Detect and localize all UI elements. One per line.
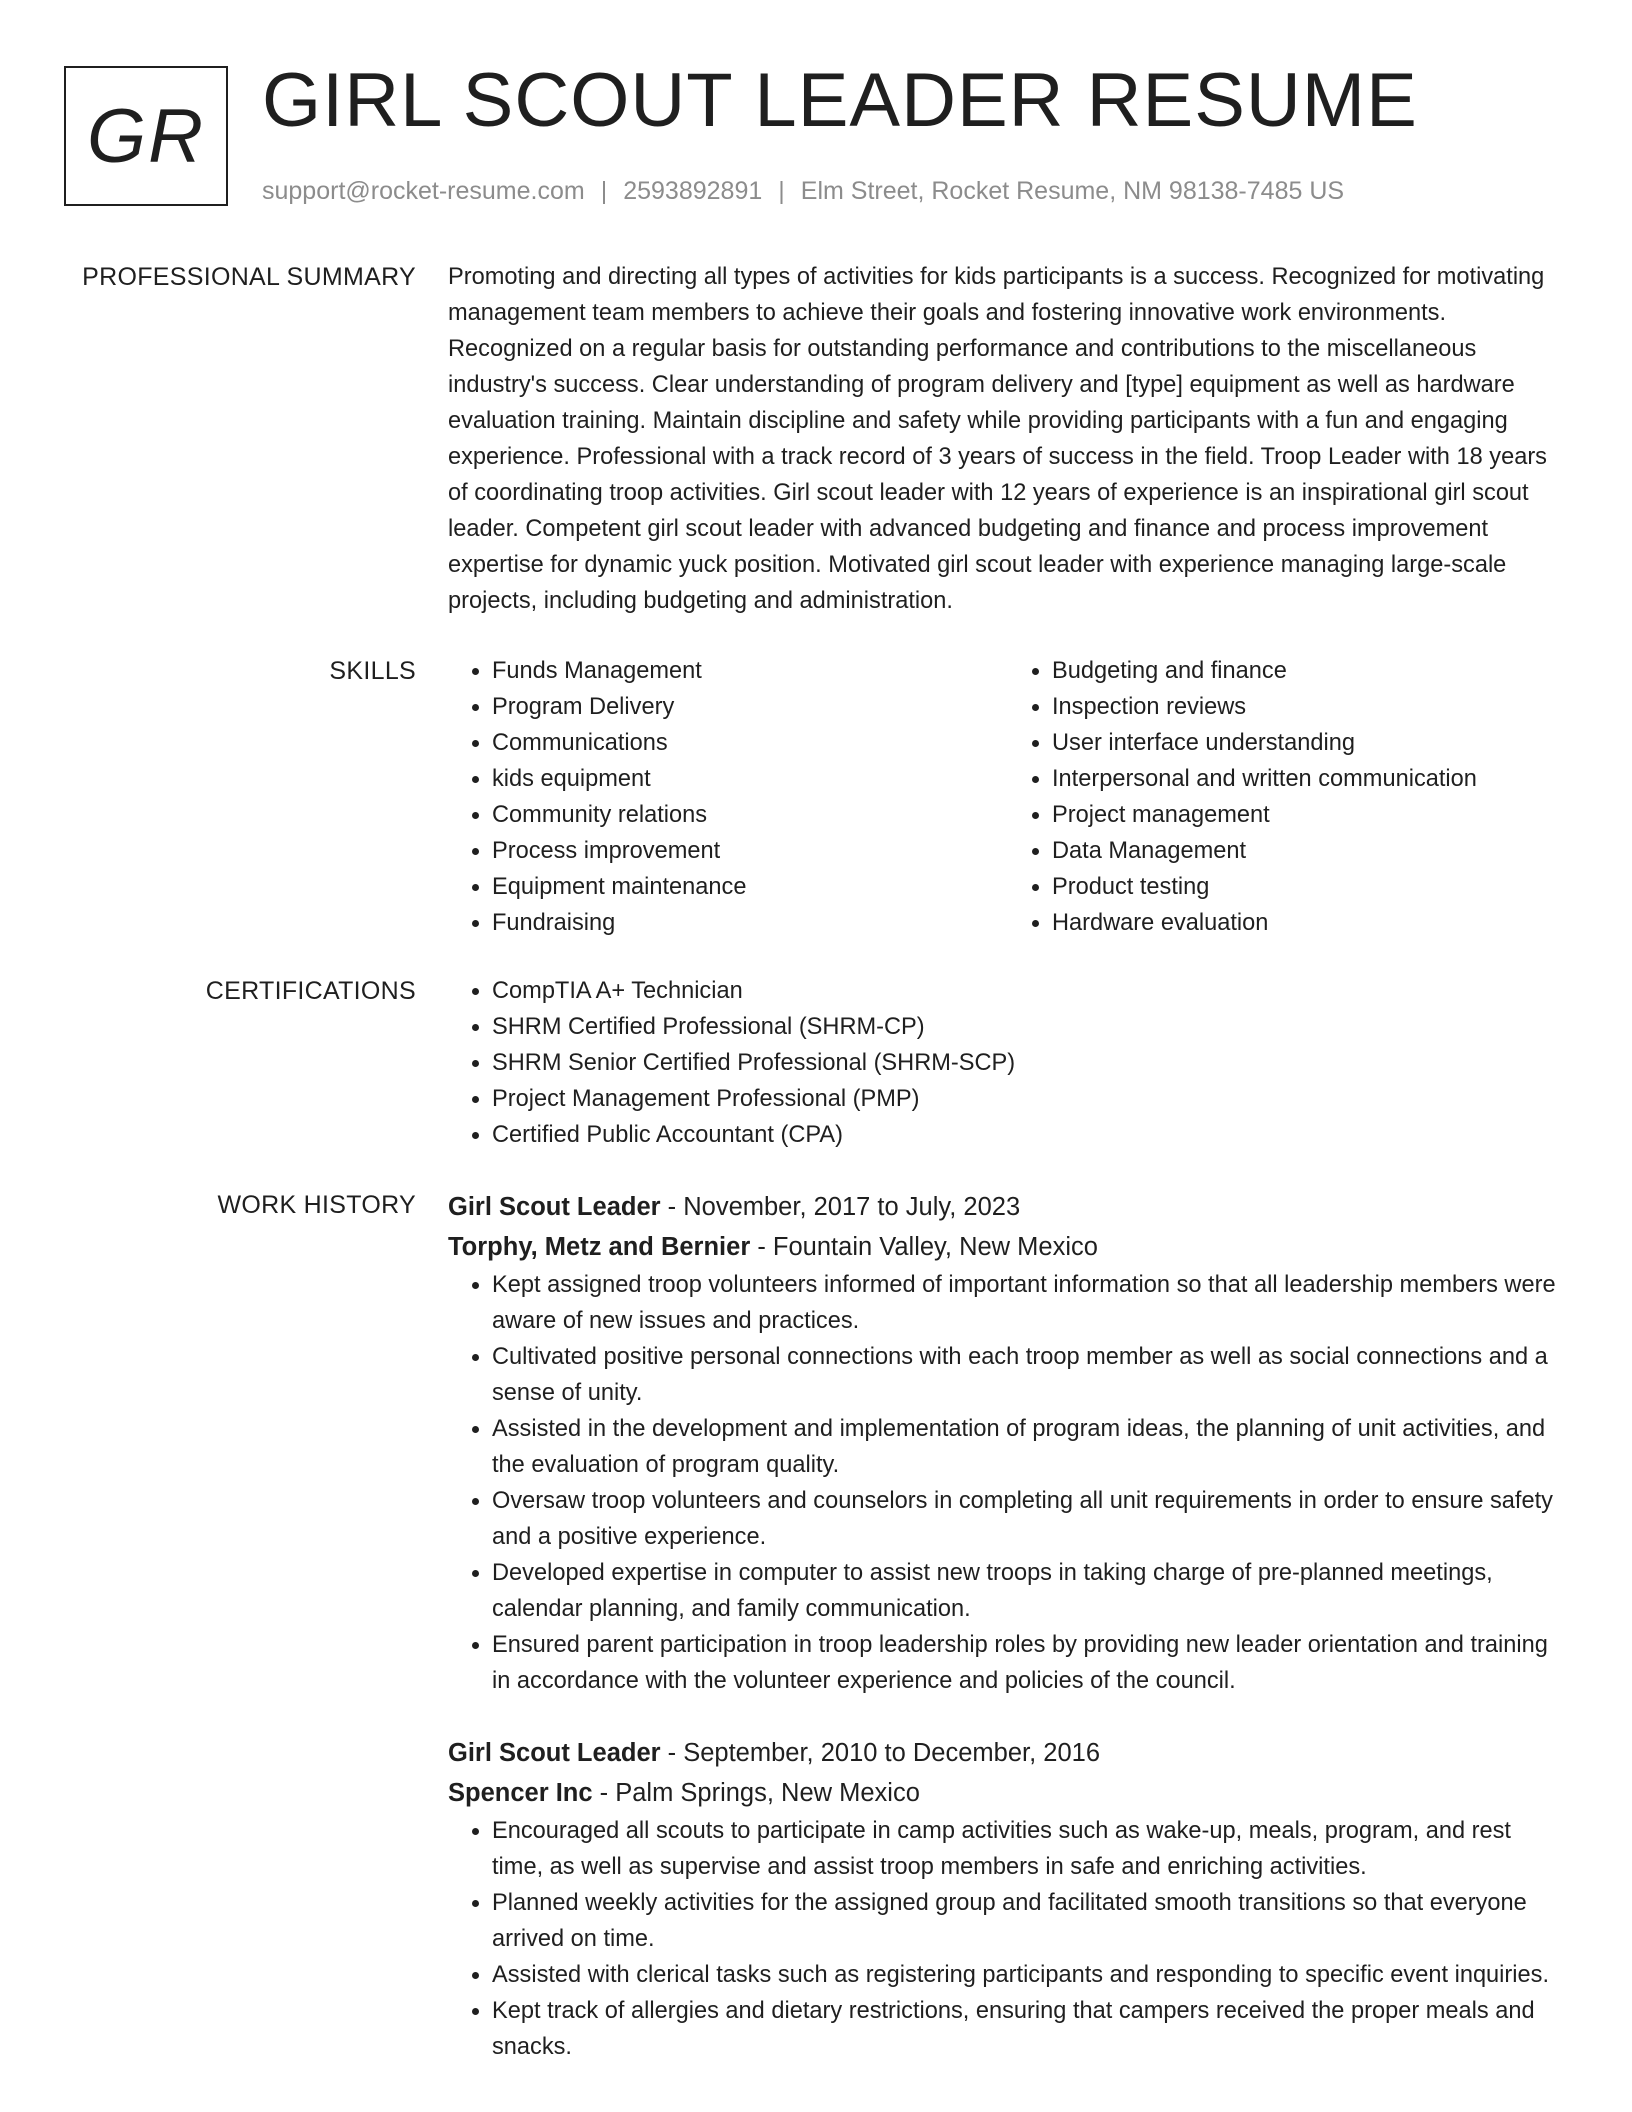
contact-address: Elm Street, Rocket Resume, NM 98138-7485 US: [800, 177, 1345, 205]
skill-item: • Communications: [492, 725, 1008, 761]
section-heading-work-history: WORK HISTORY: [217, 1191, 416, 1219]
contact-separator: |: [600, 177, 608, 205]
job-dates: - September, 2010 to December, 2016: [660, 1739, 1101, 1767]
summary-body: [448, 259, 1568, 619]
certifications-list: [448, 973, 1568, 1153]
skill-item: • Data Management: [1052, 833, 1568, 869]
job-location: - Fountain Valley, New Mexico: [750, 1233, 1098, 1261]
section-heading-summary: PROFESSIONAL SUMMARY: [82, 263, 416, 291]
resume-title: GIRL SCOUT LEADER RESUME: [262, 58, 1418, 143]
section-heading-skills: SKILLS: [329, 657, 416, 685]
certification-item: • SHRM Certified Professional (SHRM-CP): [492, 1009, 1568, 1045]
job-bullet: • Cultivated positive personal connections with each troop member as well as social connections and a sense of unity.: [492, 1339, 1568, 1411]
skill-item: • Inspection reviews: [1052, 689, 1568, 725]
job-company: Torphy, Metz and Bernier: [448, 1233, 751, 1261]
contact-separator: |: [778, 177, 785, 205]
skills-list-left: [448, 653, 1008, 941]
job-company: Spencer Inc: [448, 1779, 593, 1807]
skill-item: • Process improvement: [492, 833, 1008, 869]
monogram-initials: GR: [87, 93, 205, 179]
skills-body: [448, 653, 1568, 941]
skill-item: • Fundraising: [492, 905, 1008, 941]
skill-item: • Hardware evaluation: [1052, 905, 1568, 941]
job-bullet: • Assisted in the development and implementation of program ideas, the planning of unit activities, and the evaluation of program quality.: [492, 1411, 1568, 1483]
skill-item: • kids equipment: [492, 761, 1008, 797]
certification-item: • SHRM Senior Certified Professional (SHRM-SCP): [492, 1045, 1568, 1081]
job-bullet: • Kept track of allergies and dietary restrictions, ensuring that campers received the proper meals and snacks.: [492, 1993, 1568, 2065]
job-entry: [448, 1187, 1568, 1699]
certification-item: • CompTIA A+ Technician: [492, 973, 1568, 1009]
job-bullets: [448, 1813, 1568, 2065]
job-bullet: • Planned weekly activities for the assigned group and facilitated smooth transitions so that everyone arrived on time.: [492, 1885, 1568, 1957]
skill-item: • Budgeting and finance: [1052, 653, 1568, 689]
job-title-line: [448, 1187, 1568, 1227]
contact-line: [262, 174, 1344, 208]
skill-item: • Interpersonal and written communication: [1052, 761, 1568, 797]
section-heading-certifications: CERTIFICATIONS: [205, 977, 416, 1005]
contact-email[interactable]: support@rocket-resume.com: [262, 177, 585, 205]
skill-item: • Equipment maintenance: [492, 869, 1008, 905]
job-bullet: • Assisted with clerical tasks such as registering participants and responding to specific event inquiries.: [492, 1957, 1568, 1993]
skill-item: • Program Delivery: [492, 689, 1008, 725]
job-bullet: • Ensured parent participation in troop leadership roles by providing new leader orientation and training in accordance with the volunteer experience and policies of the council.: [492, 1627, 1568, 1699]
summary-text: Promoting and directing all types of activities for kids participants is a success. Recognized for motivating management team members to achieve their goals and fostering innovative work environments. Recognized on a regular basis for outstanding performance and contributions to the miscellaneous industry's success. Clear understanding of program delivery and [type] equipment as well as hardware evaluation training. Maintain discipline and safety while providing participants with a fun and engaging experience. Professional with a track record of 3 years of success in the field. Troop Leader with 18 years of coordinating troop activities. Girl scout leader with 12 years of experience is an inspirational girl scout leader. Competent girl scout leader with advanced budgeting and finance and process improvement expertise for dynamic yuck position. Motivated girl scout leader with experience managing large-scale projects, including budgeting and administration.: [448, 264, 1547, 614]
job-bullet: • Encouraged all scouts to participate in camp activities such as wake-up, meals, program, and rest time, as well as supervise and assist troop members in safe and enriching activities.: [492, 1813, 1568, 1885]
monogram-logo: [64, 66, 228, 206]
skills-list-right: [1008, 653, 1568, 941]
job-bullets: [448, 1267, 1568, 1699]
job-bullet: • Oversaw troop volunteers and counselors in completing all unit requirements in order to ensure safety and a positive experience.: [492, 1483, 1568, 1555]
job-company-line: [448, 1773, 1568, 1813]
skill-item: • Product testing: [1052, 869, 1568, 905]
job-title-line: [448, 1733, 1568, 1773]
skill-item: • User interface understanding: [1052, 725, 1568, 761]
skill-item: • Community relations: [492, 797, 1008, 833]
skill-item: • Funds Management: [492, 653, 1008, 689]
job-location: - Palm Springs, New Mexico: [592, 1779, 920, 1807]
certification-item: • Certified Public Accountant (CPA): [492, 1117, 1568, 1153]
contact-phone[interactable]: 2593892891: [623, 177, 763, 205]
skill-item: • Project management: [1052, 797, 1568, 833]
certifications-body: [448, 973, 1568, 1153]
work-history-body: [448, 1187, 1568, 2065]
job-dates: - November, 2017 to July, 2023: [660, 1193, 1021, 1221]
job-bullet: • Developed expertise in computer to assist new troops in taking charge of pre-planned meetings, calendar planning, and family communication.: [492, 1555, 1568, 1627]
job-bullet: • Kept assigned troop volunteers informed of important information so that all leadership members were aware of new issues and practices.: [492, 1267, 1568, 1339]
job-entry: [448, 1733, 1568, 2065]
certification-item: • Project Management Professional (PMP): [492, 1081, 1568, 1117]
job-company-line: [448, 1227, 1568, 1267]
job-title: Girl Scout Leader: [448, 1193, 661, 1221]
job-title: Girl Scout Leader: [448, 1739, 661, 1767]
